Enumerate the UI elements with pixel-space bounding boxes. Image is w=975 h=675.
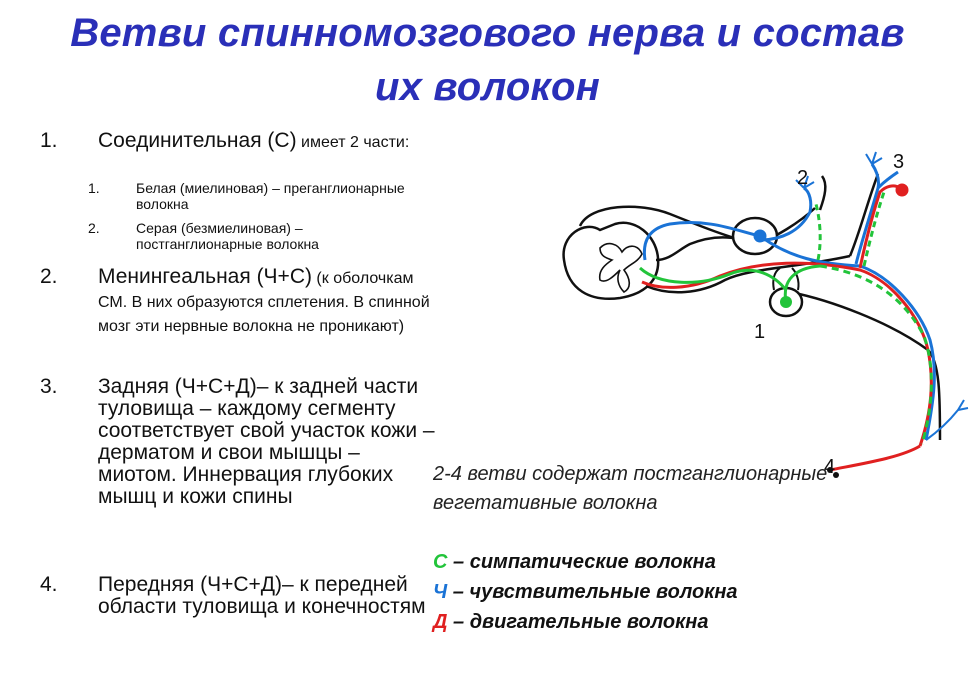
legend-text: – чувствительные волокна [447, 581, 738, 603]
motor-fibers [642, 185, 931, 470]
legend-letter: Д [433, 611, 448, 633]
slide-title [0, 6, 975, 114]
legend-letter: С [433, 551, 448, 573]
sub-item-number: 1. [88, 180, 100, 196]
item-text: Передняя (Ч+С+Д)– к передней области туловища и конечностям [98, 573, 426, 618]
title-line-1: Ветви спинномозгового нерва и состав [70, 11, 905, 55]
item-detail: имеет 2 части: [296, 134, 410, 151]
spinal-nerve-diagram [560, 140, 975, 520]
item-number: 1. [40, 129, 58, 152]
sub-item-text: Серая (безмиелиновая) – постганглионарные волокна [136, 220, 319, 252]
branch-label-4: 4 [824, 456, 836, 478]
item-heading: Менингеальная (Ч+С) [98, 265, 312, 288]
sub-item-number: 2. [88, 220, 100, 236]
item-number: 3. [40, 375, 58, 398]
fibers-note: 2-4 ветви содержат постганглионарные вегетативные волокна [433, 463, 828, 514]
item-heading: Соединительная (С) [98, 129, 297, 152]
item-text [98, 266, 438, 338]
nerve-outline [580, 174, 940, 440]
item-number: 4. [40, 573, 58, 596]
title-line-2: их волокон [374, 65, 601, 109]
item-detail: (к оболочкам СМ. В них образуются сплетения. В спинной мозг эти нервные волокна не проникают) [98, 270, 430, 335]
item-number: 2. [40, 265, 58, 288]
spinal-cord [564, 223, 659, 299]
item-text: Задняя (Ч+С+Д)– к задней части туловища – каждому сегменту соответствует свой участок кожи – дерматом и свои мышцы – миотом. Иннервация глубоких мышц и кожи спины [98, 375, 435, 508]
legend-sensory [433, 578, 853, 606]
branch-label-2: 2 [797, 167, 809, 189]
branch-label-3: 3 [893, 151, 905, 173]
legend-letter: Ч [433, 581, 448, 603]
legend-text: – симпатические волокна [447, 551, 716, 573]
sub-item-text: Белая (миелиновая) – преганглионарные волокна [136, 180, 405, 212]
legend-motor [433, 608, 853, 636]
legend-text: – двигательные волокна [447, 611, 709, 633]
branch-label-1: 1 [754, 321, 766, 343]
item-text [98, 130, 438, 154]
legend-sympathetic [433, 548, 853, 576]
